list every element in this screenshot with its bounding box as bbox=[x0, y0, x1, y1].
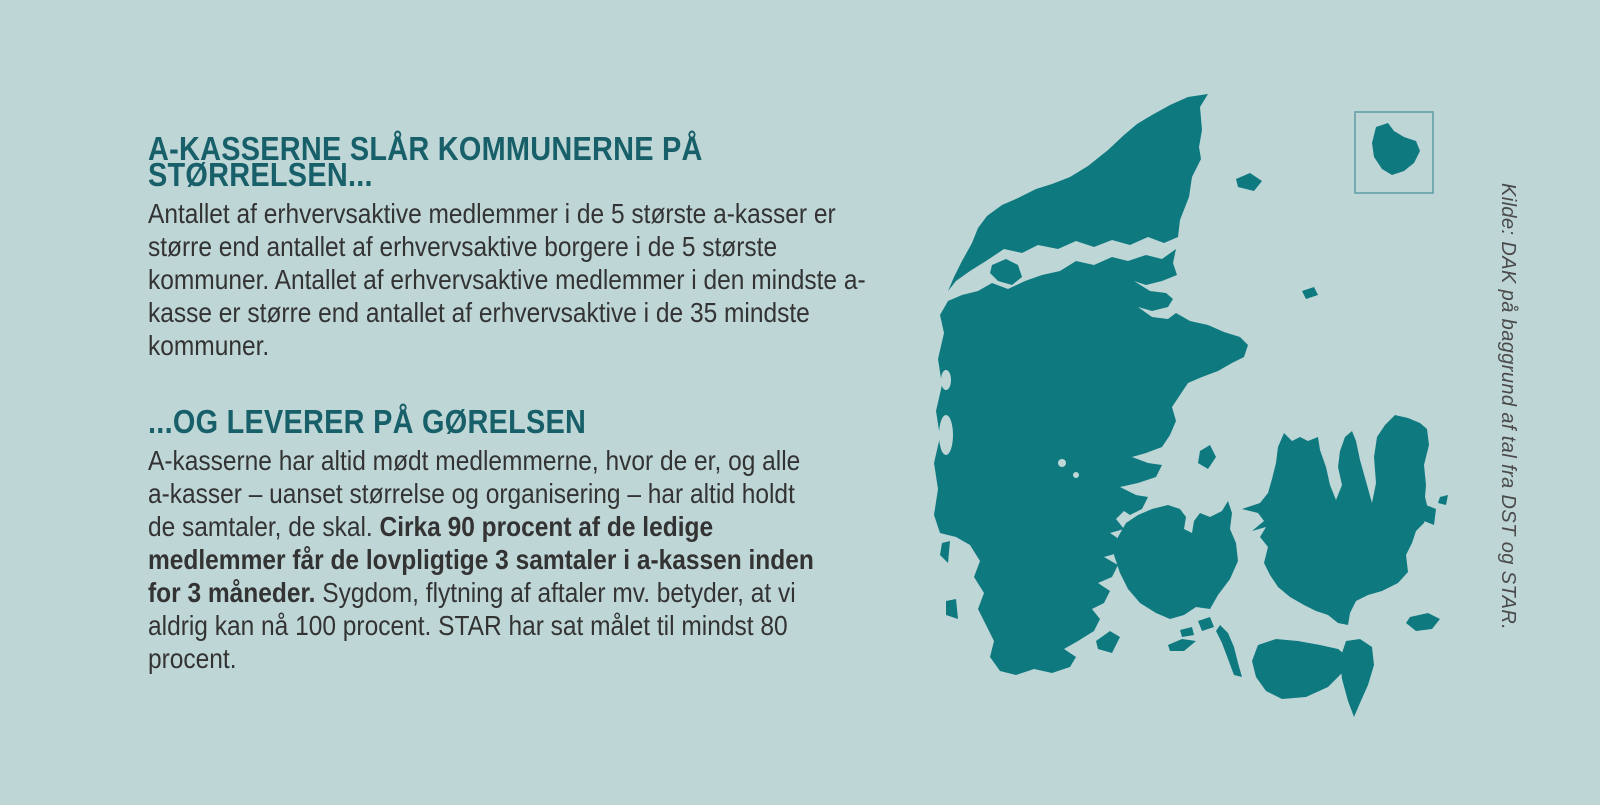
bornholm-island bbox=[1372, 123, 1420, 175]
source-note: Kilde: DAK på baggrund af tal fra DST og STAR. bbox=[1497, 183, 1519, 631]
langeland-island bbox=[1216, 625, 1242, 677]
mors-island bbox=[990, 259, 1022, 285]
section-body-delivery bbox=[148, 444, 824, 675]
lolland-island bbox=[1252, 639, 1348, 699]
lagoon-nissum-fjord bbox=[941, 370, 951, 390]
body-text: Antallet af erhvervsaktive medlemmer i de 5 største a-kasser er større end antallet af erhvervsaktive borgere i de 5 største kommuner. Antallet af erhvervsaktive medlemmer i den mindste a-kasse er større end antallet af erhvervsaktive i de 35 mindste kommuner. bbox=[148, 198, 866, 361]
falster-island bbox=[1340, 639, 1374, 717]
lake bbox=[1058, 459, 1066, 467]
denmark-map bbox=[880, 85, 1500, 805]
body-text: Sygdom, flytning af aftaler mv. betyder, at vi aldrig kan nå 100 procent. STAR har sat målet til mindst 80 procent. bbox=[148, 577, 796, 674]
laesoe-island bbox=[1236, 173, 1262, 191]
amager-island bbox=[1424, 505, 1436, 525]
section-heading-delivery: ...OG LEVERER PÅ GØRELSEN bbox=[148, 403, 587, 440]
section-delivery bbox=[148, 403, 894, 675]
section-heading-size: A-KASSERNE SLÅR KOMMUNERNE PÅ STØRRELSEN... bbox=[148, 130, 703, 193]
funen-island bbox=[1114, 501, 1238, 619]
lake bbox=[1073, 472, 1079, 478]
moen-island bbox=[1406, 613, 1440, 631]
archipelago-islet bbox=[1180, 627, 1194, 637]
roemoe-island bbox=[946, 599, 958, 619]
section-body-size bbox=[148, 197, 894, 362]
zealand-island bbox=[1242, 415, 1429, 625]
taasinge-island bbox=[1198, 617, 1214, 631]
text-column bbox=[148, 130, 894, 675]
body-text-bold: Cirka 90 procent af de ledige medlemmer får de lovpligtige 3 samtaler i a-kassen inden for 3 måneder. bbox=[148, 511, 814, 608]
als-island bbox=[1096, 631, 1120, 653]
samsoe-island bbox=[1198, 445, 1216, 469]
anholt-island bbox=[1302, 287, 1318, 299]
section-size-comparison bbox=[148, 130, 894, 362]
aeroe-island bbox=[1168, 639, 1196, 651]
denmark-map-svg bbox=[880, 85, 1500, 805]
body-text: A-kasserne har altid mødt medlemmerne, hvor de er, og alle a-kasser – uanset størrelse og organisering – har altid holdt de samtaler, de skal. bbox=[148, 445, 801, 542]
saltholm-island bbox=[1438, 495, 1448, 505]
lagoon-ringkoebing-fjord bbox=[939, 415, 953, 455]
fanoe-island bbox=[940, 541, 950, 563]
